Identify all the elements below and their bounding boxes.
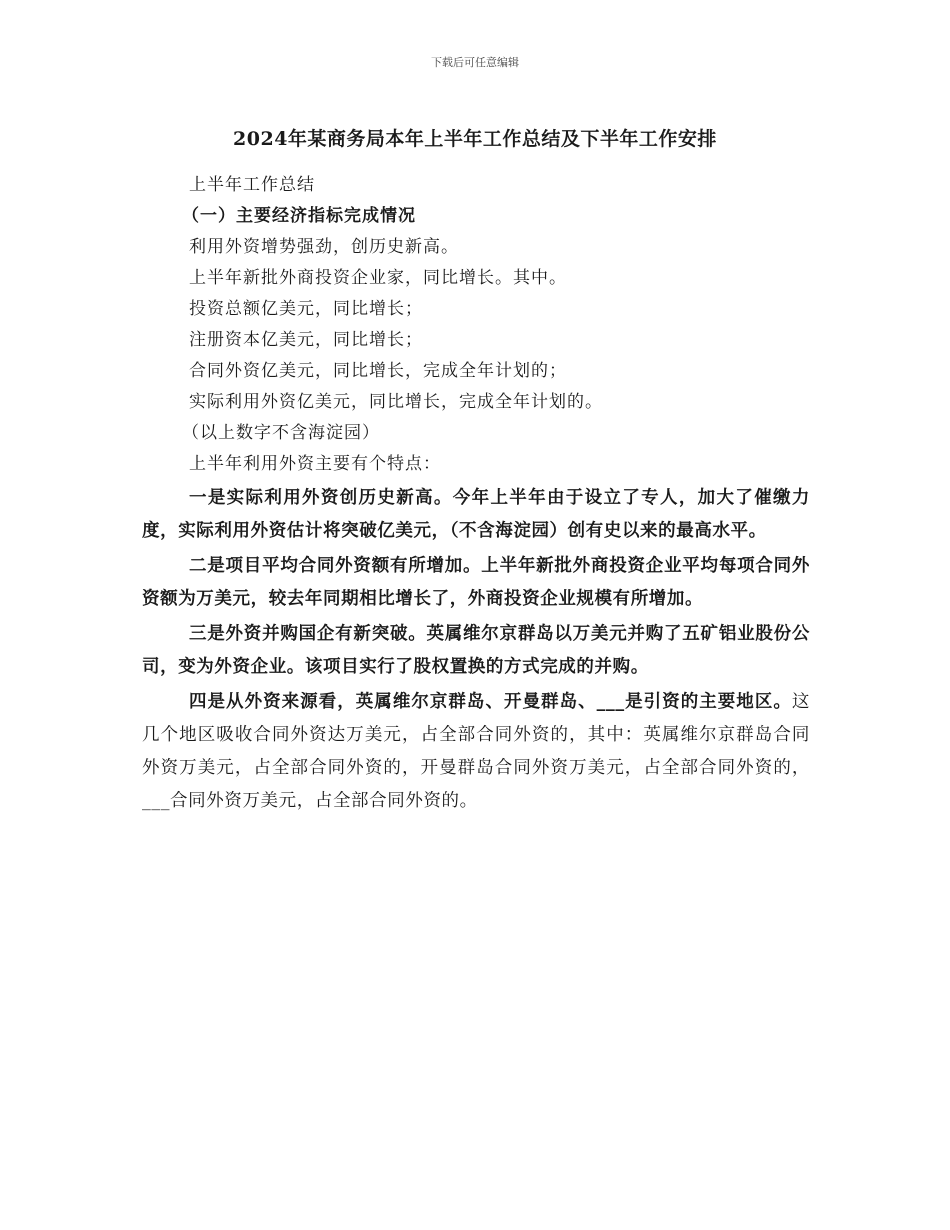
subheading: （一）主要经济指标完成情况 [182,206,416,226]
section-title: 上半年工作总结 [189,175,315,195]
point-text: 一是实际利用外资创历史新高。今年上半年由于设立了专人，加大了催缴力度，实际利用外资估计将突破亿美元，（不含海淀园）创有史以来的最高水平。 [142,488,810,541]
point-text: 三是外资并购国企有新突破。英属维尔京群岛以万美元并购了五矿铝业股份公司，变为外资企业。该项目实行了股权置换的方式完成的并购。 [142,624,810,677]
document-title: 2024年某商务局本年上半年工作总结及下半年工作安排 [233,128,717,150]
point-paragraph [142,482,810,548]
body-line: 实际利用外资亿美元，同比增长，完成全年计划的。 [189,392,603,412]
point-paragraph [142,686,810,818]
body-line: 上半年新批外商投资企业家，同比增长。其中。 [189,268,567,288]
point-text: 二是项目平均合同外资额有所增加。上半年新批外商投资企业平均每项合同外资额为万美元，较去年同期相比增长了，外商投资企业规模有所增加。 [142,556,810,609]
body-line: 注册资本亿美元，同比增长； [189,330,423,350]
body-line: 合同外资亿美元，同比增长，完成全年计划的； [189,361,567,381]
intro-line: 上半年利用外资主要有个特点： [189,454,441,474]
page-header-note: 下载后可任意编辑 [431,56,519,69]
point-paragraph [142,550,810,616]
document-body [142,170,810,820]
point-lead: 四是从外资来源看，英属维尔京群岛、开曼群岛、___是引资的主要地区。 [189,692,792,712]
body-line: 利用外资增势强劲，创历史新高。 [189,237,459,257]
point-text: 这几个地区吸收合同外资达万美元，占全部合同外资的，其中：英属维尔京群岛合同外资万美元，占全部合同外资的，开曼群岛合同外资万美元，占全部合同外资的，___合同外资万美元，占全部合同外资的。 [142,692,810,811]
body-line: 投资总额亿美元，同比增长； [189,299,423,319]
point-paragraph [142,618,810,684]
note-line: （以上数字不含海淀园） [182,423,380,443]
